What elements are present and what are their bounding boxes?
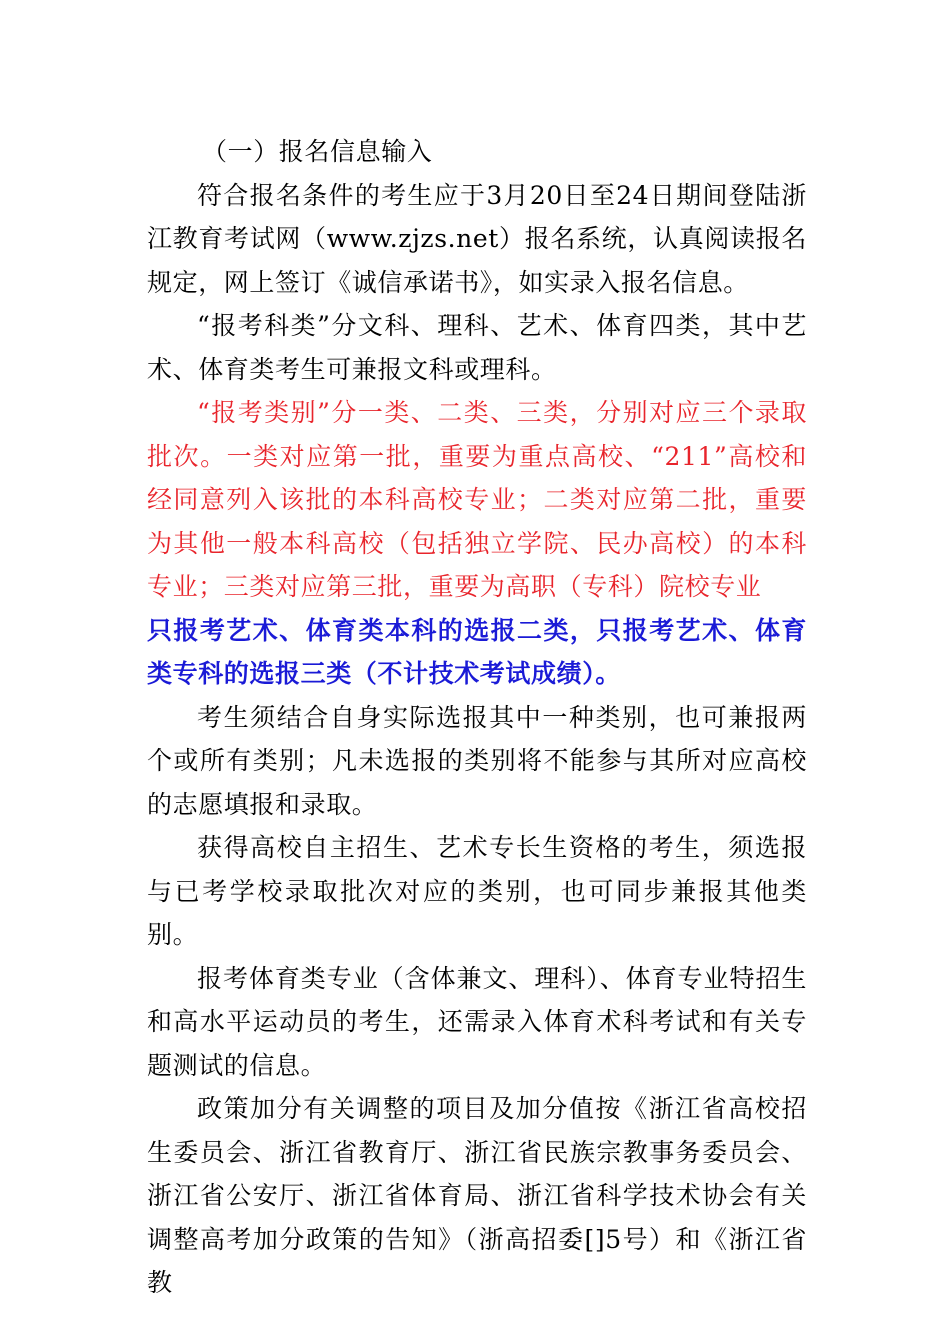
paragraph-type-selection: 考生须结合自身实际选报其中一种类别，也可兼报两个或所有类别；凡未选报的类别将不能参与其所对应高校的志愿填报和录取。 — [147, 702, 807, 819]
paragraph-registration-period: 符合报名条件的考生应于3月20日至24日期间登陆浙江教育考试网（www.zjzs.net）报名系统，认真阅读报名规定，网上签订《诚信承诺书》，如实录入报名信息。 — [147, 180, 807, 297]
paragraph-subject-categories: “报考科类”分文科、理科、艺术、体育四类，其中艺术、体育类考生可兼报文科或理科。 — [147, 311, 807, 384]
paragraph-art-sports-note: 只报考艺术、体育类本科的选报二类，只报考艺术、体育类专科的选报三类（不计技术考试成绩）。 — [147, 615, 807, 688]
paragraph-exam-types: “报考类别”分一类、二类、三类，分别对应三个录取批次。一类对应第一批，重要为重点高校、“211”高校和经同意列入该批的本科高校专业；二类对应第二批，重要为其他一般本科高校（包括独立学院、民办高校）的本科专业；三类对应第三批，重要为高职（专科）院校专业 — [147, 398, 807, 601]
section-heading: （一）报名信息输入 — [202, 137, 433, 166]
paragraph-bonus-policy: 政策加分有关调整的项目及加分值按《浙江省高校招生委员会、浙江省教育厅、浙江省民族宗教事务委员会、浙江省公安厅、浙江省体育局、浙江省科学技术协会有关调整高考加分政策的告知》（浙高招委[]5号）和《浙江省教 — [147, 1094, 807, 1297]
paragraph-sports-applicants: 报考体育类专业（含体兼文、理科）、体育专业特招生和高水平运动员的考生，还需录入体育术科考试和有关专题测试的信息。 — [147, 963, 807, 1080]
paragraph-independent-admission: 获得高校自主招生、艺术专长生资格的考生，须选报与已考学校录取批次对应的类别，也可同步兼报其他类别。 — [147, 833, 807, 949]
document-body — [147, 130, 807, 1305]
